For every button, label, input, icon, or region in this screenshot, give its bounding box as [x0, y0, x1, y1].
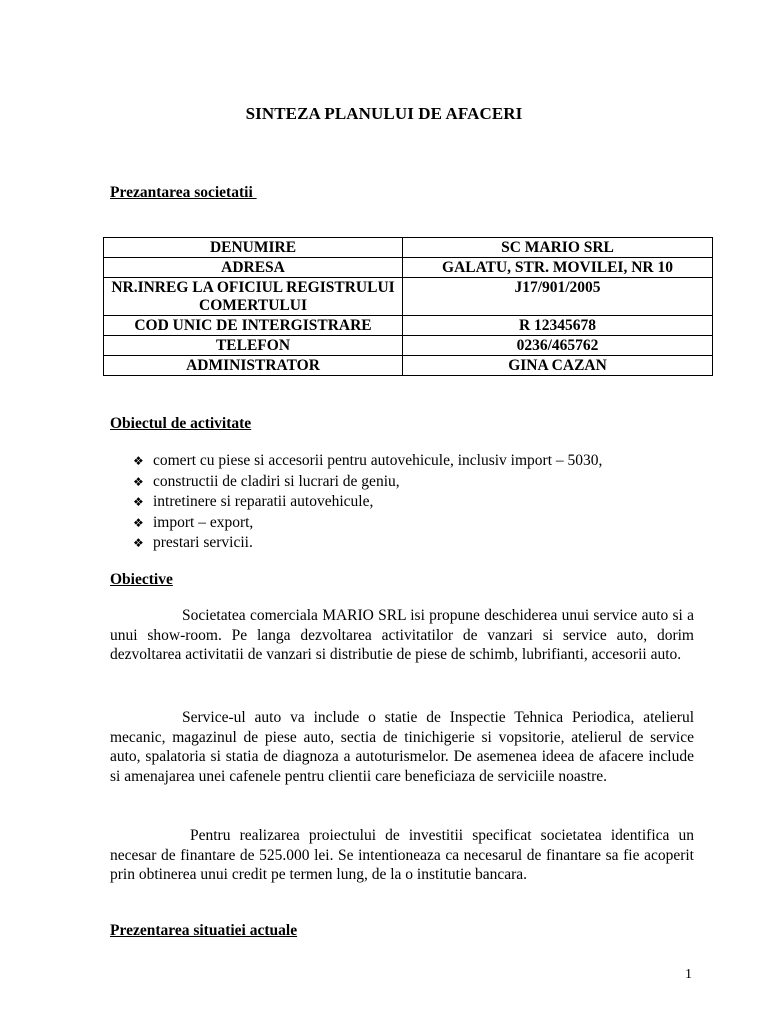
row-label: TELEFON: [104, 336, 403, 356]
page-number: 1: [685, 967, 692, 982]
paragraph-text: Service-ul auto va include o statie de Inspectie Tehnica Periodica, atelierul mecanic, magazinul de piese auto, sectia de tinichigerie si vopsitorie, atelierul de service auto, spalatoria si statia de diagnoza a autoturismelor. De asemenea ideea de afacere include si amenajarea unei cafenele pentru clientii care beneficiaza de serviciile noastre.: [110, 709, 694, 785]
list-item: [133, 472, 602, 493]
row-value: GINA CAZAN: [403, 356, 713, 376]
table-row: [104, 258, 713, 278]
table-row: [104, 316, 713, 336]
company-info-table: [103, 237, 713, 376]
list-item: [133, 492, 602, 513]
list-item-text: comert cu piese si accesorii pentru autovehicule, inclusiv import – 5030,: [153, 452, 603, 469]
row-label: COD UNIC DE INTERGISTRARE: [104, 316, 403, 336]
list-item-text: intretinere si reparatii autovehicule,: [153, 493, 374, 510]
table-row: [104, 238, 713, 258]
document-title: SINTEZA PLANULUI DE AFACERI: [245, 104, 523, 123]
diamond-dots-icon: ❖: [133, 536, 144, 550]
current-situation-heading: Prezentarea situatiei actuale: [110, 922, 298, 939]
row-value: R 12345678: [403, 316, 713, 336]
objectives-paragraph: [110, 826, 694, 885]
list-item: [133, 451, 602, 472]
row-label: ADRESA: [104, 258, 403, 278]
diamond-dots-icon: ❖: [133, 474, 144, 489]
objectives-paragraph: [110, 708, 694, 786]
paragraph-text: Societatea comerciala MARIO SRL isi propune deschiderea unui service auto si a unui show-room. Pe langa dezvoltarea activitatilor de vanzari si service auto, dorim dezvoltarea activitatii de vanzari si distributie de piese de schimb, lubrifianti, accesorii auto.: [110, 607, 694, 664]
row-value: GALATU, STR. MOVILEI, NR 10: [403, 258, 713, 278]
objectives-section-heading: Obiective: [110, 571, 173, 588]
diamond-dots-icon: ❖: [133, 454, 144, 468]
objectives-paragraph: [110, 606, 694, 665]
table-row: [104, 278, 713, 316]
row-label: NR.INREG LA OFICIUL REGISTRULUI COMERTULUI: [104, 278, 403, 316]
list-item: [133, 533, 602, 554]
row-value: 0236/465762: [403, 336, 713, 356]
paragraph-text: Pentru realizarea proiectului de investitii specificat societatea identifica un necesar de finantare de 525.000 lei. Se intentioneaza ca necesarul de finantare sa fie acoperit prin obtinerea unui credit pe termen lung, de la o institutie bancara.: [110, 827, 694, 884]
row-value: SC MARIO SRL: [403, 238, 713, 258]
row-label: ADMINISTRATOR: [104, 356, 403, 376]
diamond-dots-icon: ❖: [133, 515, 144, 530]
list-item-text: prestari servicii.: [153, 534, 253, 551]
list-item-text: constructii de cladiri si lucrari de geniu,: [153, 472, 400, 490]
row-value: J17/901/2005: [403, 278, 713, 316]
company-section-heading: Prezantarea societatii: [110, 184, 257, 201]
list-item-text: import – export,: [153, 513, 254, 531]
diamond-dots-icon: ❖: [133, 495, 144, 509]
list-item: [133, 513, 602, 534]
table-row: [104, 336, 713, 356]
row-label: DENUMIRE: [104, 238, 403, 258]
table-row: [104, 356, 713, 376]
activity-list: [133, 451, 602, 554]
activity-section-heading: Obiectul de activitate: [110, 415, 252, 432]
